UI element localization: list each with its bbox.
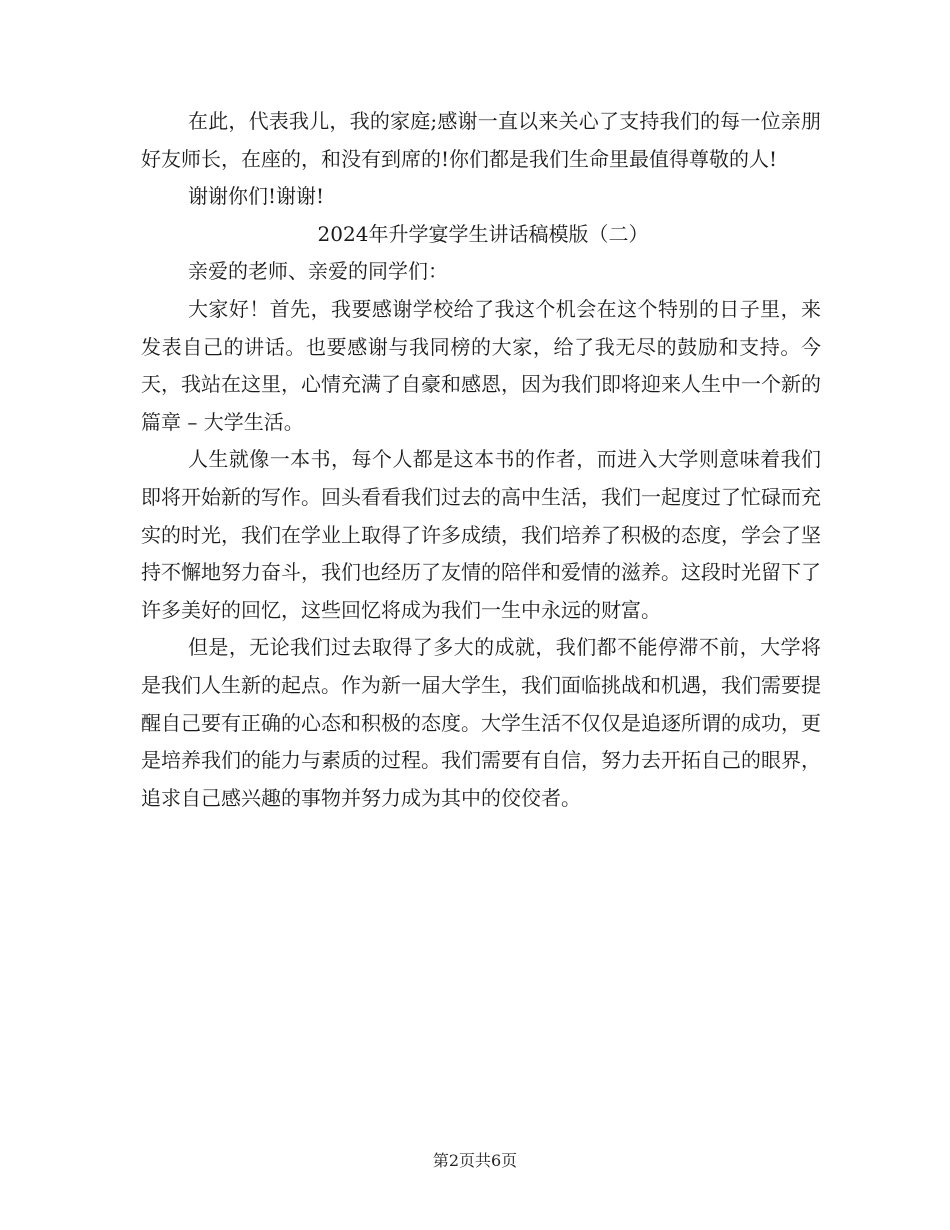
- document-body: [141, 103, 821, 817]
- section-title: 2024年升学宴学生讲话稿模版（二）: [317, 221, 649, 246]
- page-number-footer: 第2页共6页: [432, 1151, 518, 1170]
- paragraph-new-start: 但是，无论我们过去取得了多大的成就，我们都不能停滞不前，大学将是我们人生新的起点。作为新一届大学生，我们面临挑战和机遇，我们需要提醒自己要有正确的心态和积极的态度。大学生活不仅仅是追逐所谓的成功，更是培养我们的能力与素质的过程。我们需要有自信，努力去开拓自己的眼界，追求自己感兴趣的事物并努力成为其中的佼佼者。: [141, 635, 821, 810]
- paragraph-greeting: 大家好！首先，我要感谢学校给了我这个机会在这个特别的日子里，来发表自己的讲话。也要感谢与我同榜的大家，给了我无尽的鼓励和支持。今天，我站在这里，心情充满了自豪和感恩，因为我们即将迎来人生中一个新的篇章 – 大学生活。: [141, 296, 821, 434]
- paragraph-life-book: 人生就像一本书，每个人都是这本书的作者，而进入大学则意味着我们即将开始新的写作。回头看看我们过去的高中生活，我们一起度过了忙碌而充实的时光，我们在学业上取得了许多成绩，我们培养了积极的态度，学会了坚持不懈地努力奋斗，我们也经历了友情的陪伴和爱情的滋养。这段时光留下了许多美好的回忆，这些回忆将成为我们一生中永远的财富。: [141, 447, 821, 622]
- paragraph-closing: 谢谢你们!谢谢!: [188, 184, 325, 209]
- paragraph-thanks: 在此，代表我儿，我的家庭;感谢一直以来关心了支持我们的每一位亲朋好友师长，在座的，和没有到席的!你们都是我们生命里最值得尊敬的人!: [141, 109, 821, 171]
- paragraph-salutation: 亲爱的老师、亲爱的同学们：: [188, 259, 448, 284]
